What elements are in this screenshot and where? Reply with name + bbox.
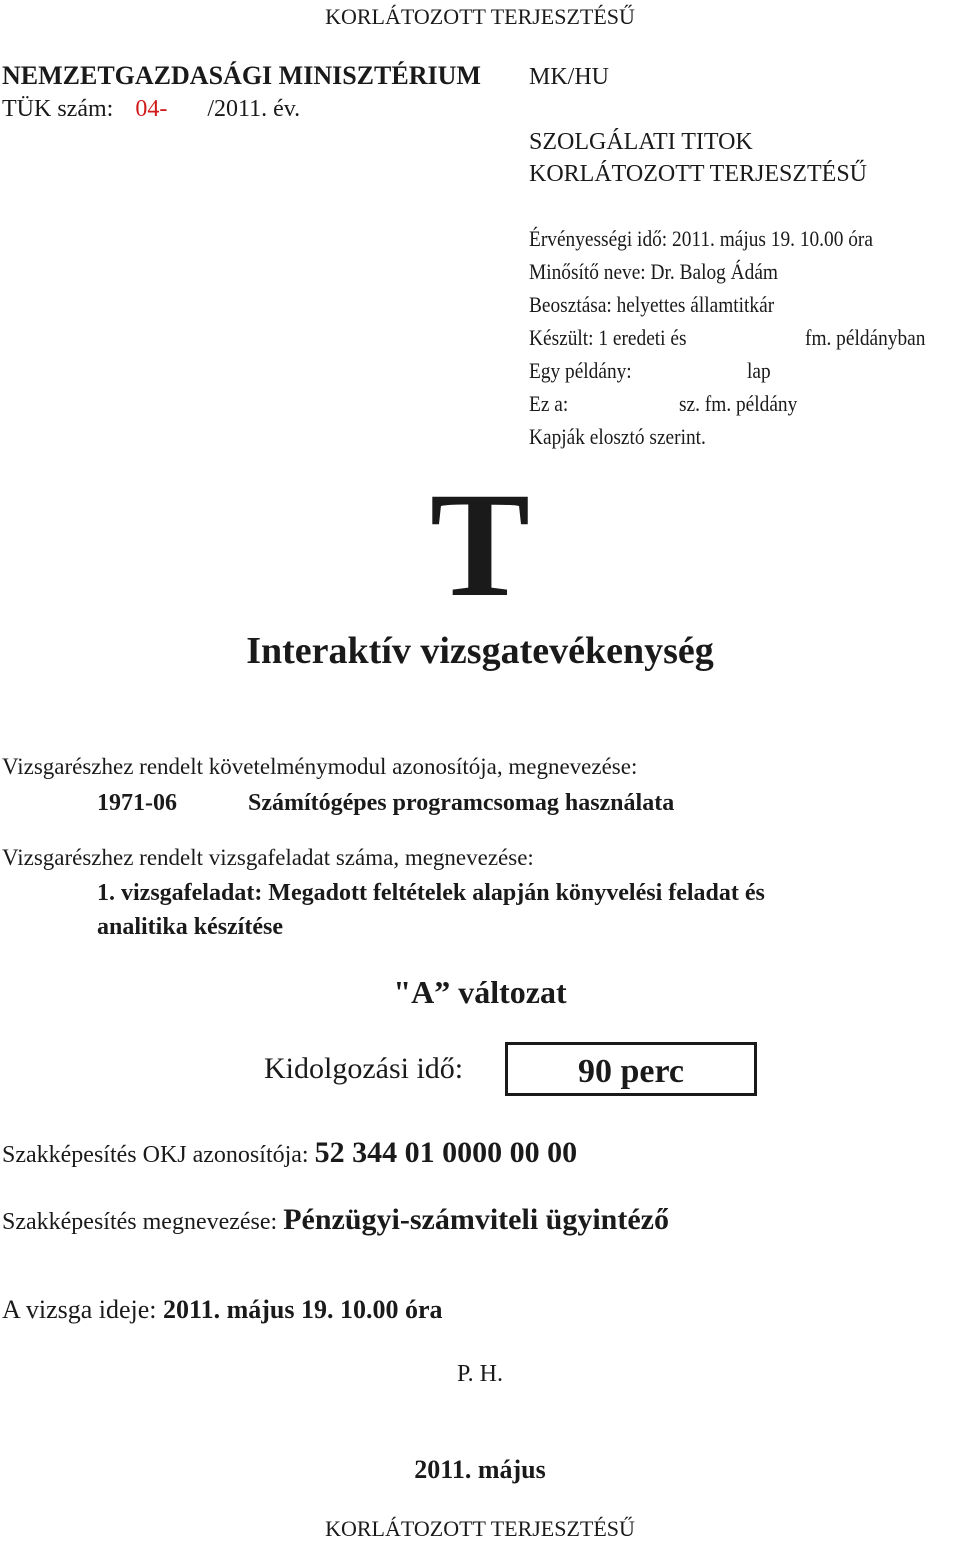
tuk-number: 04- bbox=[135, 96, 168, 122]
ministry-name: NEMZETGAZDASÁGI MINISZTÉRIUM bbox=[2, 61, 481, 90]
qualification-value: Pénzügyi-számviteli ügyintéző bbox=[283, 1203, 669, 1236]
meta-position: Beosztása: helyettes államtitkár bbox=[529, 292, 775, 317]
duration-label: Kidolgozási idő: bbox=[264, 1052, 464, 1085]
document-title: Interaktív vizsgatevékenység bbox=[246, 630, 714, 672]
variant-label: "A” változat bbox=[393, 974, 567, 1010]
header-classification: KORLÁTOZOTT TERJESZTÉSŰ bbox=[325, 4, 635, 29]
module-id: 1971-06 bbox=[97, 790, 177, 816]
stamp-placeholder: P. H. bbox=[456, 1361, 504, 1387]
meta-made-left: Készült: 1 eredeti és bbox=[529, 325, 687, 350]
qualification-line bbox=[2, 1205, 669, 1235]
task-line-2: analitika készítése bbox=[97, 914, 283, 940]
qualification-label: Szakképesítés megnevezése: bbox=[2, 1209, 278, 1235]
module-label: Vizsgarészhez rendelt követelménymodul azonosítója, megnevezése: bbox=[2, 754, 638, 779]
meta-classifier: Minősítő neve: Dr. Balog Ádám bbox=[529, 259, 778, 284]
meta-validity: Érvényességi idő: 2011. május 19. 10.00 óra bbox=[529, 226, 873, 251]
issue-date: 2011. május bbox=[414, 1455, 546, 1484]
okj-value: 52 344 01 0000 00 00 bbox=[314, 1136, 578, 1169]
okj-label: Szakképesítés OKJ azonosítója: bbox=[2, 1142, 309, 1168]
exam-time-label: A vizsga ideje: bbox=[2, 1295, 157, 1324]
tuk-label: TÜK szám: bbox=[2, 96, 114, 122]
exam-time-value: 2011. május 19. 10.00 óra bbox=[163, 1295, 443, 1324]
exam-type-letter: T bbox=[429, 462, 531, 628]
exam-time-line bbox=[2, 1297, 443, 1323]
tuk-year: /2011. év. bbox=[207, 96, 301, 122]
footer-classification: KORLÁTOZOTT TERJESZTÉSŰ bbox=[325, 1516, 635, 1541]
security-distribution: KORLÁTOZOTT TERJESZTÉSŰ bbox=[529, 161, 868, 187]
okj-line bbox=[2, 1138, 577, 1168]
module-name: Számítógépes programcsomag használata bbox=[248, 790, 675, 816]
meta-this-right: sz. fm. példány bbox=[679, 391, 798, 416]
tuk-number-line bbox=[2, 97, 300, 121]
meta-copy-left: Egy példány: bbox=[529, 358, 632, 383]
duration-box bbox=[505, 1042, 757, 1096]
task-line-1: 1. vizsgafeladat: Megadott feltételek alapján könyvelési feladat és bbox=[97, 880, 765, 906]
meta-recipients: Kapják elosztó szerint. bbox=[529, 424, 706, 449]
task-label: Vizsgarészhez rendelt vizsgafeladat száma, megnevezése: bbox=[2, 845, 534, 870]
duration-value: 90 perc bbox=[577, 1053, 685, 1090]
ministry-code: MK/HU bbox=[529, 64, 610, 90]
meta-copy-right: lap bbox=[747, 358, 771, 383]
security-level: SZOLGÁLATI TITOK bbox=[529, 129, 753, 155]
meta-this-left: Ez a: bbox=[529, 391, 569, 416]
meta-made-right: fm. példányban bbox=[805, 325, 926, 350]
